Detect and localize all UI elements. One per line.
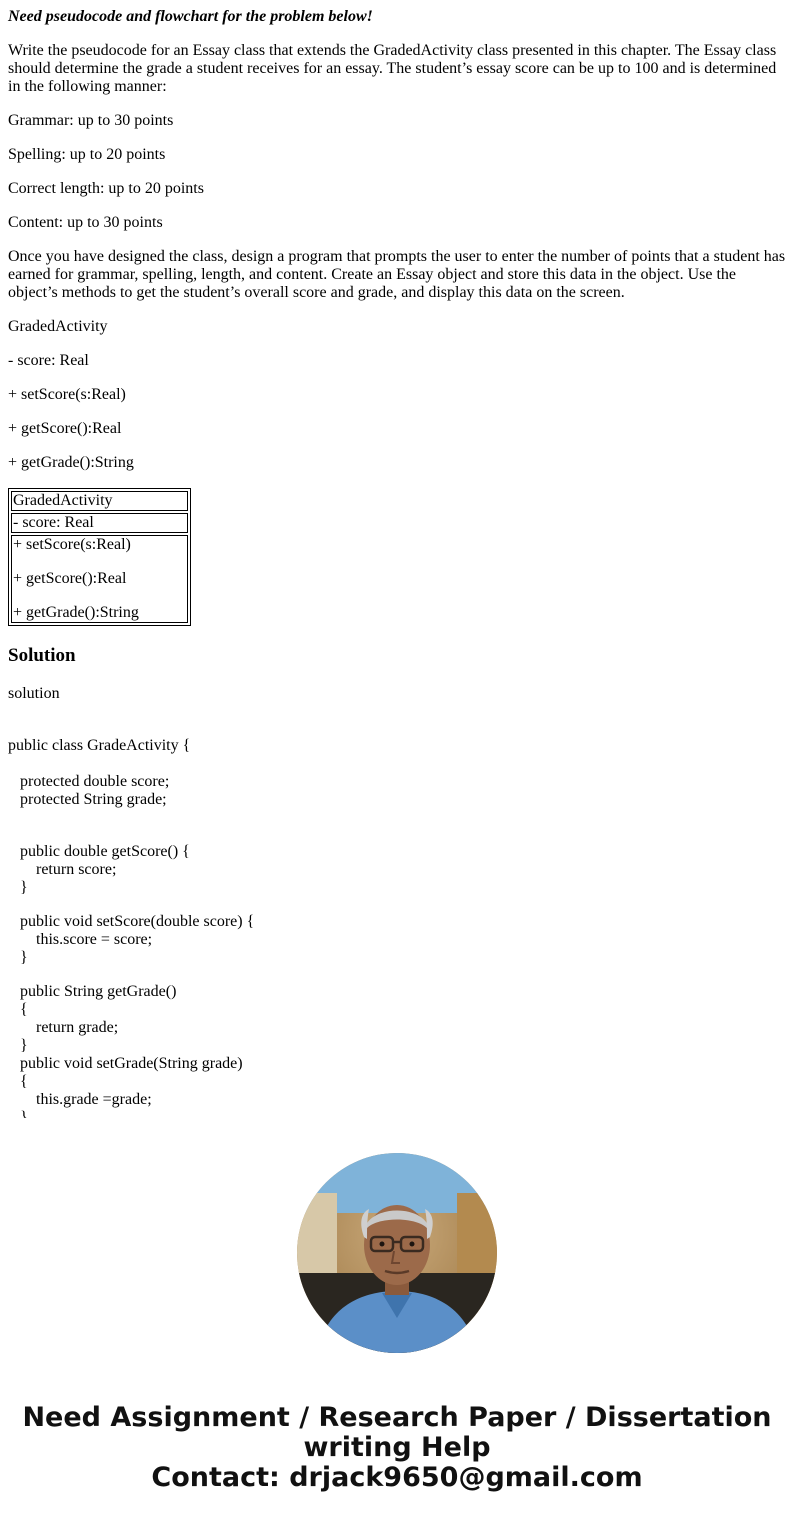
uml-method-getscore: + getScore():Real (13, 570, 127, 587)
solution-title: Solution (8, 645, 76, 666)
code-line: this.score = score; (36, 931, 153, 948)
footer-banner (0, 1403, 794, 1493)
criterion-length: Correct length: up to 20 points (8, 180, 204, 197)
author-photo (297, 1153, 497, 1353)
footer-line-1: Need Assignment / Research Paper / Dissertation (22, 1402, 772, 1433)
code-line: { (20, 1001, 28, 1018)
question-heading: Need pseudocode and flowchart for the problem below! (8, 8, 373, 25)
criterion-content: Content: up to 30 points (8, 214, 163, 231)
code-line: protected String grade; (20, 791, 167, 808)
solution-label: solution (8, 685, 60, 702)
footer-line-2: writing Help (303, 1432, 491, 1463)
code-line: } (20, 1037, 28, 1054)
uml-class-name: GradedActivity (11, 491, 188, 511)
code-line: } (20, 949, 28, 966)
code-line: public class GradeActivity { (8, 737, 191, 754)
uml-text-class: GradedActivity (8, 318, 108, 335)
uml-text-field: - score: Real (8, 352, 89, 369)
question-instructions: Once you have designed the class, design a program that prompts the user to enter the number of points that a student has earned for grammar, spelling, length, and content. Create an Essay object and store this data in the object. Use the object’s methods to get the student’s overall score and grade, and display this data on the screen. (8, 248, 786, 301)
uml-class-table (8, 488, 191, 626)
criterion-grammar: Grammar: up to 30 points (8, 112, 174, 129)
footer-contact: Contact: drjack9650@gmail.com (151, 1462, 643, 1493)
uml-field: - score: Real (11, 513, 188, 533)
uml-text-method-setscore: + setScore(s:Real) (8, 386, 126, 403)
code-line: } (20, 879, 28, 896)
uml-text-method-getscore: + getScore():Real (8, 420, 122, 437)
criterion-spelling: Spelling: up to 20 points (8, 146, 166, 163)
code-line: this.grade =grade; (36, 1091, 152, 1108)
code-line: return score; (36, 861, 117, 878)
person-portrait-icon (297, 1153, 497, 1353)
uml-method-setscore: + setScore(s:Real) (13, 536, 131, 553)
uml-method-getgrade: + getGrade():String (13, 604, 139, 621)
code-clip (0, 1118, 794, 1148)
uml-text-method-getgrade: + getGrade():String (8, 454, 134, 471)
code-line: protected double score; (20, 773, 170, 790)
code-line: return grade; (36, 1019, 119, 1036)
code-line: public void setGrade(String grade) (20, 1055, 243, 1072)
code-line: public String getGrade() (20, 983, 177, 1000)
question-intro: Write the pseudocode for an Essay class that extends the GradedActivity class presented in this chapter. The Essay class should determine the grade a student receives for an essay. The student’s essay score can be up to 100 and is determined in the following manner: (8, 42, 777, 95)
code-line: public void setScore(double score) { (20, 913, 255, 930)
uml-methods (11, 535, 188, 623)
code-line: public double getScore() { (20, 843, 190, 860)
code-line: { (20, 1073, 28, 1090)
